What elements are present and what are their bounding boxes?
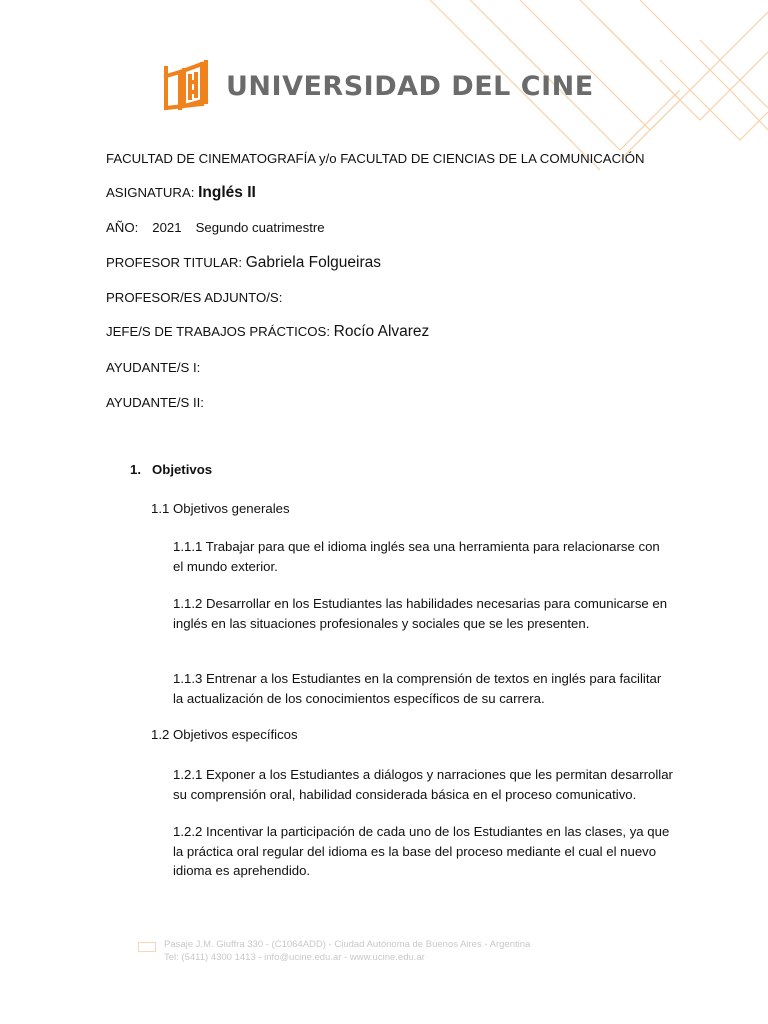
practice-head-line (106, 324, 429, 340)
specific-objectives-heading: 1.2 Objetivos específicos (151, 727, 298, 742)
university-name: UNIVERSIDAD DEL CINE (226, 70, 594, 102)
objective-1-1-2: 1.1.2 Desarrollar en los Estudiantes las habilidades necesarias para comunicarse en inglés en las situaciones profesionales y sociales que se les presenten. (173, 596, 668, 631)
year-label: AÑO: (106, 220, 139, 235)
film-frame-logo-icon (162, 58, 216, 114)
objective-1-1-3: 1.1.3 Entrenar a los Estudiantes en la comprensión de textos en inglés para facilitar la actualización de los conocimientos específicos de su carrera. (173, 671, 662, 706)
section-title: Objetivos (152, 462, 213, 477)
lead-professor-value: Gabriela Folgueiras (245, 254, 381, 271)
lead-professor-line (106, 255, 381, 271)
practice-head-value: Rocío Alvarez (333, 323, 430, 340)
assistant-1-line: AYUDANTE/S I: (106, 360, 201, 375)
year-line (106, 220, 325, 236)
associate-professor-line: PROFESOR/ES ADJUNTO/S: (106, 290, 283, 305)
footer-address: Pasaje J.M. Giuffra 330 - (C1064ADD) - Ciudad Autónoma de Buenos Aires - Argentina (164, 939, 531, 950)
subject-label: ASIGNATURA: (106, 185, 195, 200)
year-value: 2021 (152, 220, 182, 235)
practice-head-label: JEFE/S DE TRABAJOS PRÁCTICOS: (106, 324, 330, 339)
section-number: 1. (130, 462, 141, 477)
objective-1-2-2: 1.2.2 Incentivar la participación de cada uno de los Estudiantes en las clases, ya que la práctica oral regular del idioma es la base del proceso mediante el cual el nuevo idioma es aprehendido. (173, 824, 670, 878)
subject-line (106, 185, 256, 201)
faculty-line: FACULTAD DE CINEMATOGRAFÍA y/o FACULTAD DE CIENCIAS DE LA COMUNICACIÓN (106, 151, 645, 166)
subject-value: Inglés II (198, 184, 256, 201)
section-heading-objetivos (130, 462, 212, 477)
lead-professor-label: PROFESOR TITULAR: (106, 255, 243, 270)
objective-1-2-1: 1.2.1 Exponer a los Estudiantes a diálogos y narraciones que les permitan desarrollar su comprensión oral, habilidad considerada básica en el proceso comunicativo. (173, 767, 673, 802)
footer-contact: Tel: (5411) 4300 1413 - info@ucine.edu.ar - www.ucine.edu.ar (164, 952, 425, 963)
term-value: Segundo cuatrimestre (195, 220, 325, 235)
objective-1-1-1: 1.1.1 Trabajar para que el idioma inglés sea una herramienta para relacionarse con el mundo exterior. (173, 539, 660, 574)
general-objectives-heading: 1.1 Objetivos generales (151, 501, 290, 516)
assistant-2-line: AYUDANTE/S II: (106, 395, 204, 410)
university-logo (162, 56, 594, 116)
footer-text (164, 938, 530, 964)
footer-logo-icon (138, 942, 156, 952)
page-footer (138, 938, 530, 964)
